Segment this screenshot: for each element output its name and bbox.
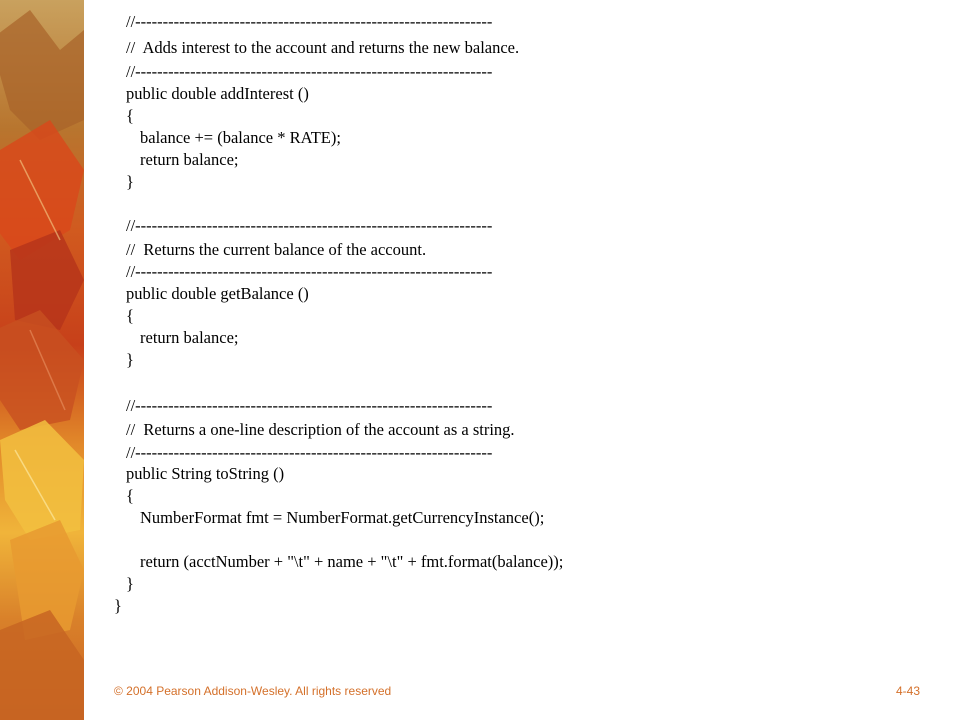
method-comment: // Adds interest to the account and returns the new balance. [126,38,520,57]
separator-comment: //----------------------------------------------------------------- [126,262,493,281]
open-brace: { [126,486,134,505]
copyright-notice: © 2004 Pearson Addison-Wesley. All rights reserved [114,684,392,698]
separator-comment: //----------------------------------------------------------------- [126,12,493,31]
open-brace: { [126,106,134,125]
separator-comment: //----------------------------------------------------------------- [126,396,493,415]
method-comment: // Returns a one-line description of the account as a string. [126,420,515,439]
code-statement: return balance; [140,328,239,347]
code-statement: return balance; [140,150,239,169]
close-brace: } [126,574,134,593]
code-statement: balance += (balance * RATE); [140,128,341,147]
method-signature: public String toString () [126,464,285,483]
separator-comment: //----------------------------------------------------------------- [126,62,493,81]
separator-comment: //----------------------------------------------------------------- [126,216,493,235]
method-comment: // Returns the current balance of the account. [126,240,427,259]
method-signature: public double getBalance () [126,284,309,303]
code-statement: return (acctNumber + "\t" + name + "\t" + fmt.format(balance)); [140,552,564,571]
class-close-brace: } [114,596,122,615]
method-signature: public double addInterest () [126,84,309,103]
separator-comment: //----------------------------------------------------------------- [126,443,493,462]
maple-leaves-image [0,0,84,720]
slide-number: 4-43 [895,684,920,698]
autumn-leaves-decoration [0,0,84,720]
close-brace: } [126,172,134,191]
close-brace: } [126,350,134,369]
open-brace: { [126,306,134,325]
code-statement: NumberFormat fmt = NumberFormat.getCurrencyInstance(); [140,508,545,527]
